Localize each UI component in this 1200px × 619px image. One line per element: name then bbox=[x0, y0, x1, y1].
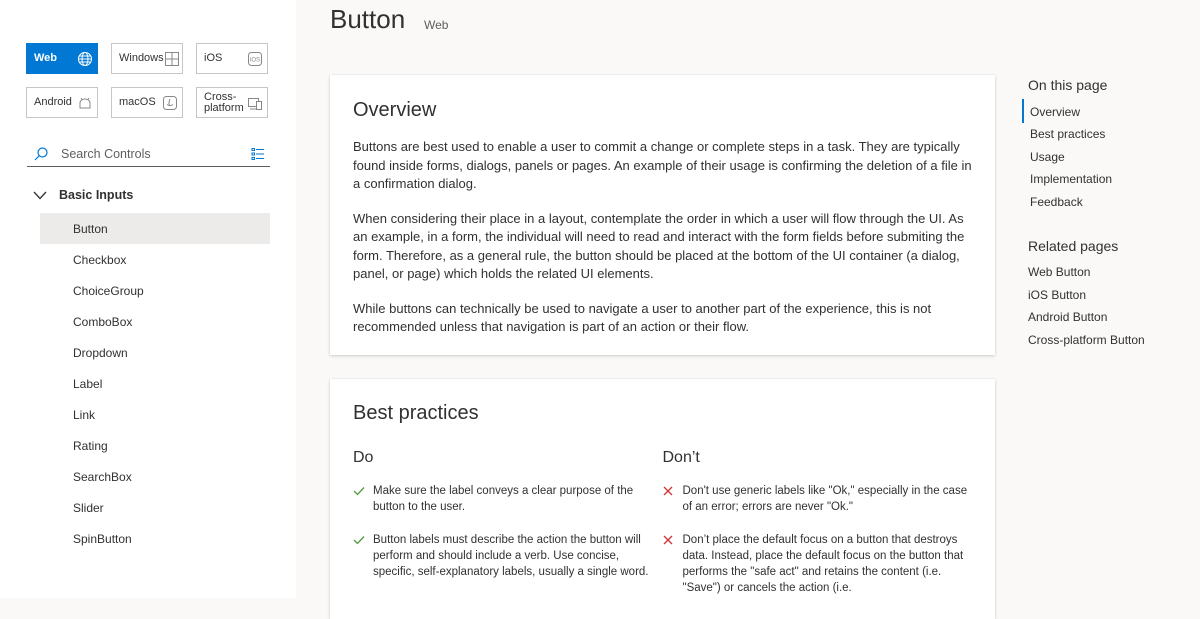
platform-label: iOS bbox=[204, 52, 223, 64]
page-subtitle: Web bbox=[424, 18, 449, 32]
platform-button-cross-platform[interactable] bbox=[196, 87, 268, 118]
toc-active-indicator bbox=[1022, 99, 1024, 123]
nav-item-choicegroup[interactable]: ChoiceGroup bbox=[73, 283, 144, 298]
toc-link-overview[interactable]: Overview bbox=[1030, 105, 1081, 119]
platform-label: Cross-platform bbox=[204, 90, 244, 114]
search-icon bbox=[33, 146, 49, 162]
page-title: Button bbox=[330, 4, 406, 34]
nav-item-button[interactable]: Button bbox=[40, 213, 270, 244]
best-practices-card bbox=[330, 379, 995, 619]
related-link-cross-platform-button[interactable]: Cross-platform Button bbox=[1028, 333, 1145, 347]
chevron-down-icon bbox=[33, 191, 47, 200]
do-heading: Do bbox=[353, 449, 374, 466]
cross-icon bbox=[663, 535, 673, 545]
nav-item-combobox[interactable]: ComboBox bbox=[73, 314, 133, 329]
do-item-text: Button labels must describe the action the button will perform and should include a verb. Use concise, specific, self-explanatory labels, usually a single word. bbox=[373, 534, 649, 578]
related-pages-heading: Related pages bbox=[1028, 238, 1119, 254]
overview-card bbox=[330, 75, 995, 355]
platform-label: Windows bbox=[119, 52, 164, 64]
check-icon bbox=[353, 535, 365, 545]
cross-icon bbox=[663, 486, 673, 496]
dont-item bbox=[663, 532, 973, 596]
dont-item-text: Don’t place the default focus on a button that destroys data. Instead, place the default focus on the button that performs the "safe act" and retains the content (i.e. "Save") or cancels the action (i.e. bbox=[682, 534, 964, 594]
search-input[interactable] bbox=[59, 146, 243, 162]
svg-text:iOS: iOS bbox=[249, 57, 261, 63]
toc-link-best-practices[interactable]: Best practices bbox=[1030, 127, 1106, 141]
dont-heading: Don’t bbox=[662, 449, 700, 466]
toc-link-feedback[interactable]: Feedback bbox=[1030, 195, 1083, 209]
do-item bbox=[353, 483, 663, 515]
list-view-icon[interactable] bbox=[251, 147, 265, 161]
nav-list bbox=[40, 213, 270, 554]
nav-group-basic-inputs[interactable] bbox=[33, 188, 133, 202]
best-practices-heading: Best practices bbox=[353, 402, 479, 424]
nav-item-searchbox[interactable]: SearchBox bbox=[73, 469, 132, 484]
check-icon bbox=[353, 486, 365, 496]
related-link-web-button[interactable]: Web Button bbox=[1028, 265, 1091, 279]
ios-icon bbox=[247, 51, 263, 67]
platform-button-web[interactable] bbox=[26, 43, 98, 74]
do-item-text: Make sure the label conveys a clear purpose of the button to the user. bbox=[373, 485, 634, 513]
toc-heading: On this page bbox=[1028, 77, 1108, 93]
platform-button-ios[interactable] bbox=[196, 43, 268, 74]
toc-link-implementation[interactable]: Implementation bbox=[1030, 172, 1113, 186]
nav-item-link[interactable]: Link bbox=[73, 407, 96, 422]
overview-heading: Overview bbox=[353, 99, 437, 121]
nav-item-checkbox[interactable]: Checkbox bbox=[73, 252, 127, 267]
dont-item-text: Don't use generic labels like "Ok," especially in the case of an error; errors are never "Ok." bbox=[682, 485, 968, 513]
toc-link-usage[interactable]: Usage bbox=[1030, 150, 1065, 164]
dont-item bbox=[663, 483, 973, 515]
platform-button-macos[interactable] bbox=[111, 87, 183, 118]
overview-paragraph: Buttons are best used to enable a user to commit a change or complete steps in a task. They are typically found inside forms, dialogs, panels or pages. An example of their usage is confirming the deletion of a file in a confirmation dialog. bbox=[353, 139, 972, 191]
nav-group-label: Basic Inputs bbox=[59, 188, 134, 202]
platform-label: Android bbox=[34, 96, 72, 108]
overview-paragraph: When considering their place in a layout, contemplate the order in which a user will flow through the UI. As an example, in a form, the individual will need to read and interact with the form fields before submiting the form. Therefore, as a general rule, the button should be placed at the bottom of the UI container (a dialog, panel, or page) which holds the related UI elements. bbox=[353, 210, 965, 281]
android-icon bbox=[77, 95, 93, 111]
platform-label: macOS bbox=[119, 96, 156, 108]
nav-item-dropdown[interactable]: Dropdown bbox=[73, 345, 128, 360]
do-item bbox=[353, 532, 663, 580]
platform-label: Web bbox=[34, 52, 58, 64]
nav-item-label[interactable]: Label bbox=[73, 376, 103, 391]
related-link-ios-button[interactable]: iOS Button bbox=[1028, 288, 1087, 302]
platform-button-android[interactable] bbox=[26, 87, 98, 118]
search-box[interactable] bbox=[27, 141, 270, 167]
overview-paragraph: While buttons can technically be used to navigate a user to another part of the experience, this is not recommended unless that navigation is part of an action or their flow. bbox=[353, 300, 932, 334]
windows-icon bbox=[164, 51, 180, 67]
related-link-android-button[interactable]: Android Button bbox=[1028, 310, 1108, 324]
nav-item-spinbutton[interactable]: SpinButton bbox=[73, 531, 132, 546]
platform-button-windows[interactable] bbox=[111, 43, 183, 74]
macos-icon bbox=[162, 95, 178, 111]
nav-item-slider[interactable]: Slider bbox=[73, 500, 104, 515]
nav-item-rating[interactable]: Rating bbox=[73, 438, 108, 453]
sidebar bbox=[0, 0, 296, 598]
do-column bbox=[353, 449, 663, 613]
cross-platform-icon bbox=[247, 95, 263, 111]
globe-icon bbox=[77, 51, 93, 67]
dont-column bbox=[663, 449, 973, 613]
